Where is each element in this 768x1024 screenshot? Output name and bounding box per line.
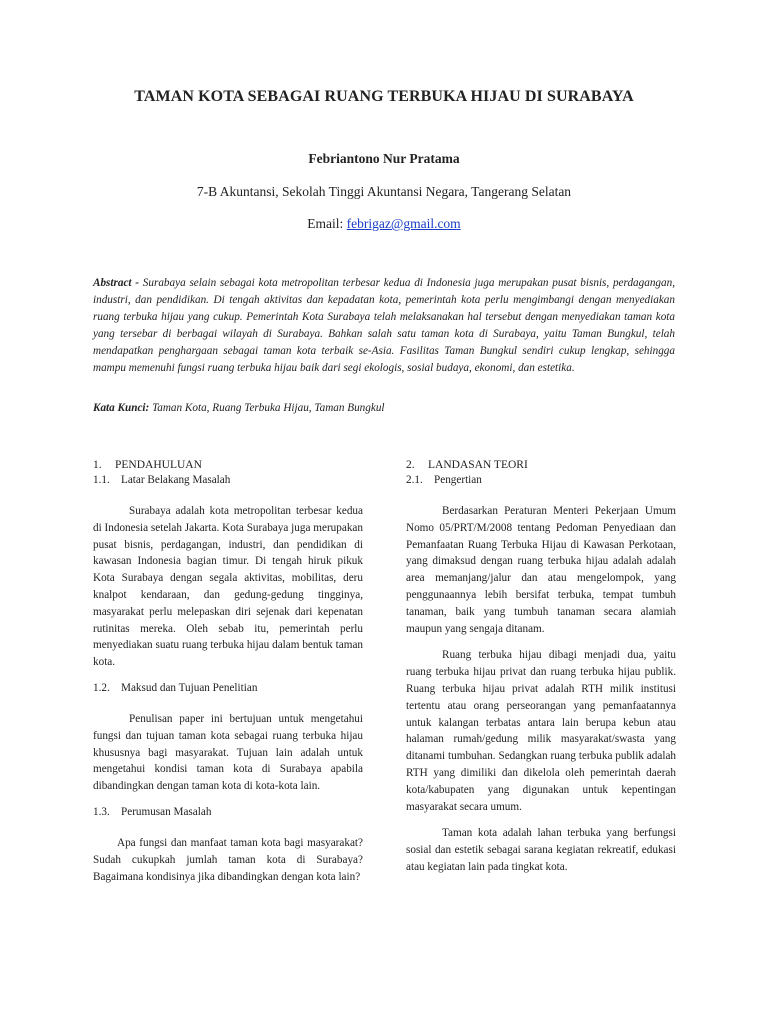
subsection-title: Pengertian [434,474,482,486]
subsection-number: 1.3. [93,805,110,818]
subsection-heading-latar-belakang [93,473,363,488]
subsection-number: 1.2. [93,681,110,694]
paragraph-maksud-tujuan: Penulisan paper ini bertujuan untuk mengetahui fungsi dan tujuan taman kota sebagai ruang terbuka hijau khususnya bagi masyarakat. Tujuan lain adalah untuk mengetahui kondisi taman kota di Surabaya apabila dibandingkan dengan taman kota di kota-kota lain. [93,712,363,793]
subsection-heading-maksud-tujuan [93,681,363,696]
abstract-label: Abstract - [93,277,140,289]
email-label: Email: [307,216,344,231]
abstract-text: Surabaya selain sebagai kota metropolitan terbesar kedua di Indonesia juga merupakan pusat bisnis, perdagangan, industri, dan pendidikan. Di tengah aktivitas dan kepadatan kota, pemerintah kota perlu mengimbangi dengan menyediakan ruang terbuka hijau yang cukup. Pemerintah Kota Surabaya telah melaksanakan hal tersebut dengan menyediakan taman kota yang tersebar di berbagai wilayah di Surabaya. Bahkan salah satu taman kota di Surabaya, yaitu Taman Bungkul, telah mendapatkan penghargaan sebagai taman kota terbaik se-Asia. Fasilitas Taman Bungkul sendiri cukup lengkap, sehingga mampu memenuhi fungsi ruang terbuka hijau baik dari segi ekologis, sosial budaya, ekonomi, dan estetika. [93,277,676,374]
subsection-number: 2.1. [406,474,423,486]
subsection-number: 1.1. [93,474,110,486]
keywords-text: Taman Kota, Ruang Terbuka Hijau, Taman Bungkul [152,402,385,414]
section-heading-pendahuluan [93,458,363,473]
email-link[interactable]: febrigaz@gmail.com [346,216,461,231]
right-column [406,458,676,876]
paragraph-pengertian-1: Berdasarkan Peraturan Menteri Pekerjaan Umum Nomo 05/PRT/M/2008 tentang Pedoman Penyediaan dan Pemanfaatan Ruang Terbuka Hijau di Kawasan Perkotaan, yang dimaksud dengan ruang terbuka hijau adalah adalah area memanjang/jalur dan atau mengelompok, yang penggunaannya lebih bersifat terbuka, tempat tumbuh tanaman, baik yang tumbuh tanaman secara alamiah maupun yang sengaja ditanam. [406,505,676,635]
section-number: 2. [406,459,415,471]
subsection-title: Latar Belakang Masalah [121,474,231,486]
subsection-title: Perumusan Masalah [121,805,212,818]
left-column [93,458,363,885]
abstract [93,275,675,376]
subsection-heading-pengertian [406,473,676,488]
email-line [0,216,768,232]
section-title: PENDAHULUAN [115,459,202,471]
section-title: LANDASAN TEORI [428,459,528,471]
paragraph-pengertian-3: Taman kota adalah lahan terbuka yang berfungsi sosial dan estetik sebagai sarana kegiatan rekreatif, edukasi atau kegiatan lain pada tingkat kota. [406,827,676,873]
subsection-heading-perumusan-masalah [93,805,363,820]
author-affiliation: 7-B Akuntansi, Sekolah Tinggi Akuntansi Negara, Tangerang Selatan [196,184,572,199]
paragraph-latar-belakang: Surabaya adalah kota metropolitan terbesar kedua di Indonesia setelah Jakarta. Kota Surabaya juga merupakan pusat bisnis, perdagangan, industri, dan pendidikan di kawasan Indonesia bagian timur. Di tengah hiruk pikuk Kota Surabaya dengan segala aktivitas, mobilitas, deru knalpot kendaraan, dan gedung-gedung tingginya, masyarakat perlu melepaskan diri sejenak dari kepenatan rutinitas mereka. Oleh sebab itu, pemerintah perlu menyediakan suatu ruang terbuka hijau dalam bentuk taman kota. [93,505,363,669]
author-name: Febriantono Nur Pratama [308,151,460,166]
section-number: 1. [93,459,102,471]
section-heading-landasan-teori [406,458,676,473]
paper-title: TAMAN KOTA SEBAGAI RUANG TERBUKA HIJAU DI SURABAYA [134,88,634,105]
keywords-label: Kata Kunci: [93,402,150,414]
paragraph-perumusan-masalah: Apa fungsi dan manfaat taman kota bagi masyarakat? Sudah cukupkah jumlah taman kota di Surabaya? Bagaimana kondisinya jika dibandingkan dengan kota lain? [93,836,363,883]
paragraph-pengertian-2: Ruang terbuka hijau dibagi menjadi dua, yaitu ruang terbuka hijau privat dan ruang terbuka hijau publik. Ruang terbuka hijau privat adalah RTH milik institusi tertentu atau orang perseorangan yang pemanfaatannya untuk kalangan terbatas antara lain berupa kebun atau halaman rumah/gedung milik masyarakat/swasta yang ditanami tumbuhan. Sedangkan ruang terbuka publik adalah RTH yang dimiliki dan dikelola oleh pemerintah daerah kota/kabupaten yang digunakan untuk kepentingan masyarakat secara umum. [406,649,676,813]
keywords [93,402,675,414]
subsection-title: Maksud dan Tujuan Penelitian [121,681,258,694]
